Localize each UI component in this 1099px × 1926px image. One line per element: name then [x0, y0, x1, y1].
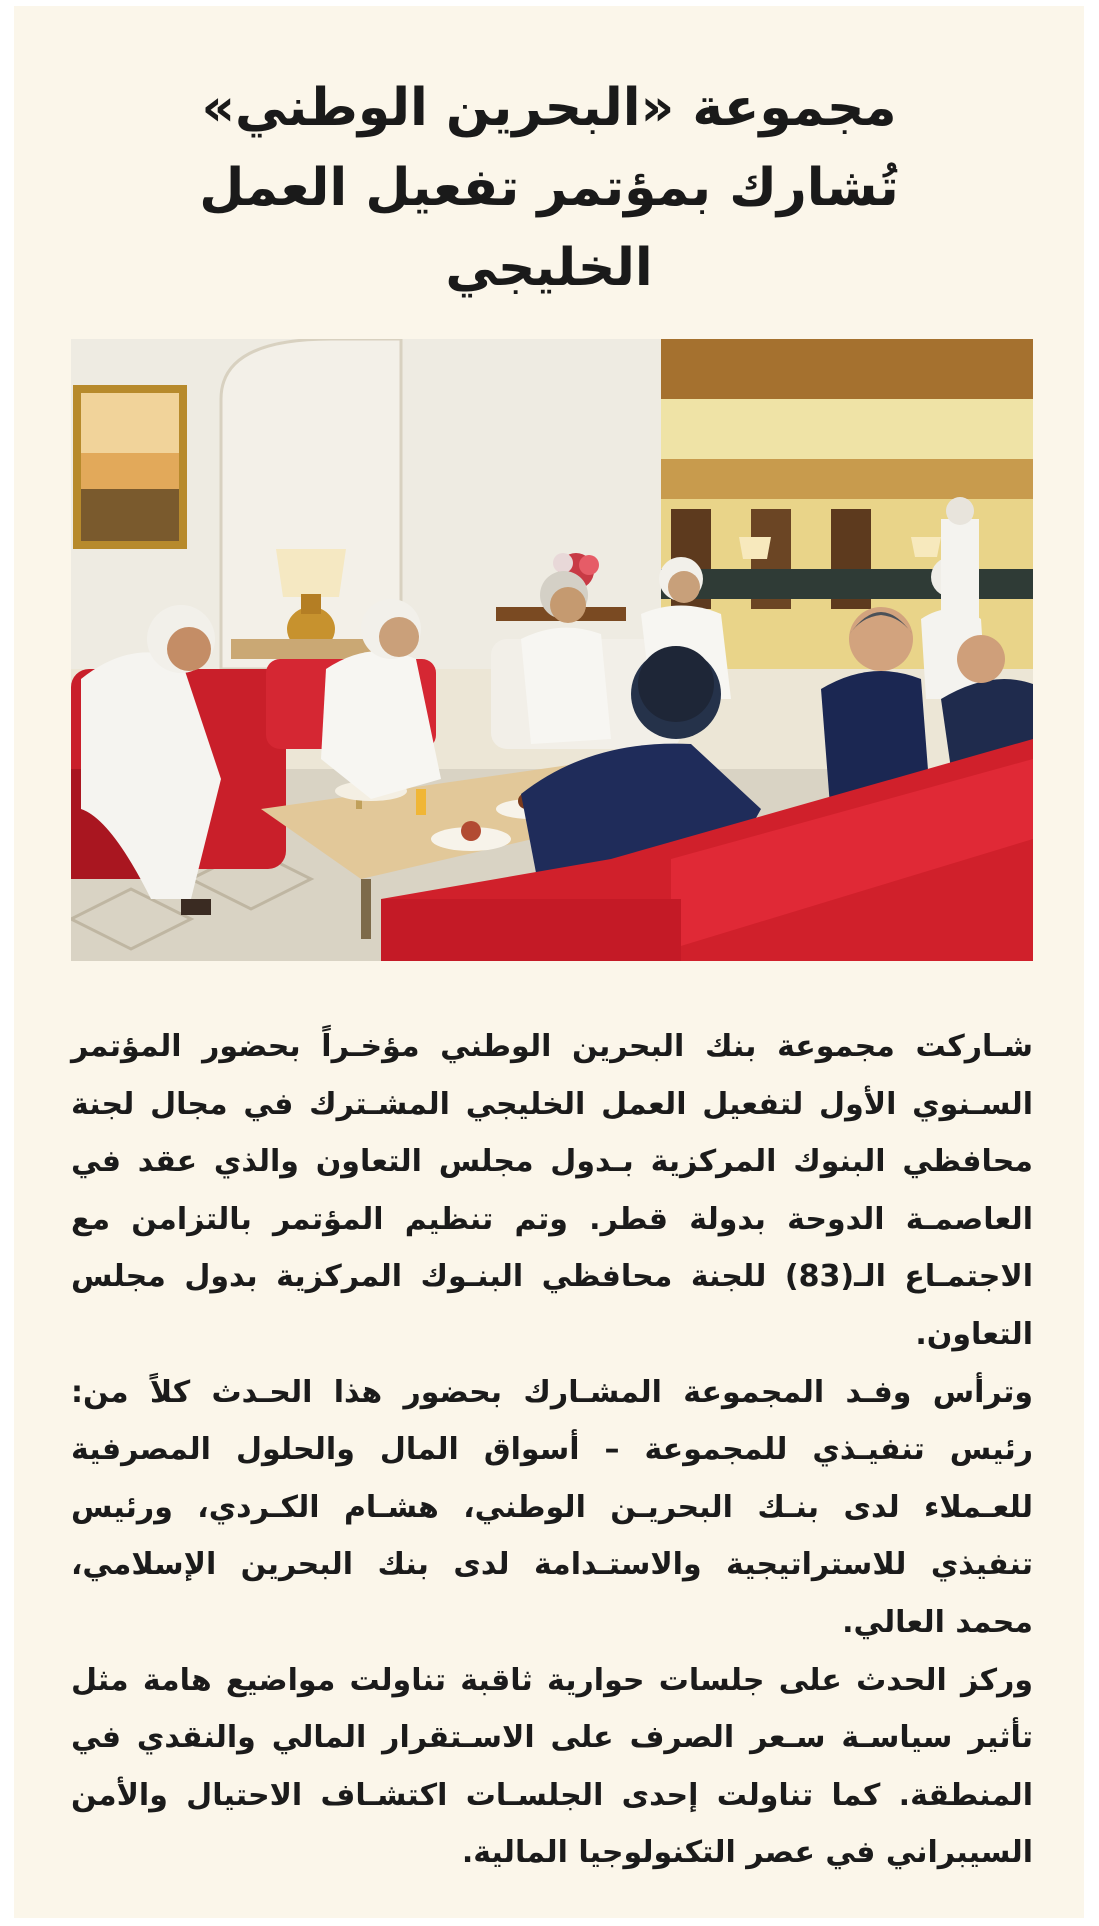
article-paragraph-3: وركز الحدث على جلسات حوارية ثاقبة تناولت مواضيع هامة مثل تأثير سياسـة سـعر الصرف على الاسـتقرار المالي والنقدي في المنطقة. كما تناولت إحدى الجلسـات اكتشـاف الاحتيال والأمن السيبراني في عصر التكنولوجيا المالية. — [71, 1662, 1033, 1871]
article-paragraph-2: وترأس وفـد المجموعة المشـارك بحضور هذا الحـدث كلاً من: رئيس تنفيـذي للمجموعة – أسواق المال والحلول المصرفية للعـملاء لدى بنـك البحريـن الوطني، هشـام الكـردي، ورئيس تنفيذي للاستراتيجية والاستـدامة لدى بنك البحرين الإسلامي، محمد العالي. — [71, 1374, 1033, 1640]
meeting-photo — [71, 339, 1033, 961]
headline-line-2: تُشارك بمؤتمر تفعيل العمل — [199, 158, 899, 218]
headline-line-3: الخليجي — [445, 238, 653, 298]
article-paragraph-1: شـاركت مجموعة بنك البحرين الوطني مؤخـراً بحضور المؤتمر السـنوي الأول لتفعيل العمل الخليجي المشـترك في مجال لجنة محافظي البنوك المركزية بـدول مجلس التعاون والذي عقد في العاصمـة الدوحة بدولة قطر. وتم تنظيم المؤتمر بالتزامن مع الاجتمـاع الـ(83) للجنة محافظي البنـوك المركزية بدول مجلس التعاون. — [71, 1029, 1033, 1352]
headline-line-1: مجموعة «البحرين الوطني» — [201, 78, 897, 138]
headline — [54, 68, 1044, 308]
article-body — [71, 1018, 1033, 1882]
newspaper-clipping — [14, 6, 1084, 1918]
